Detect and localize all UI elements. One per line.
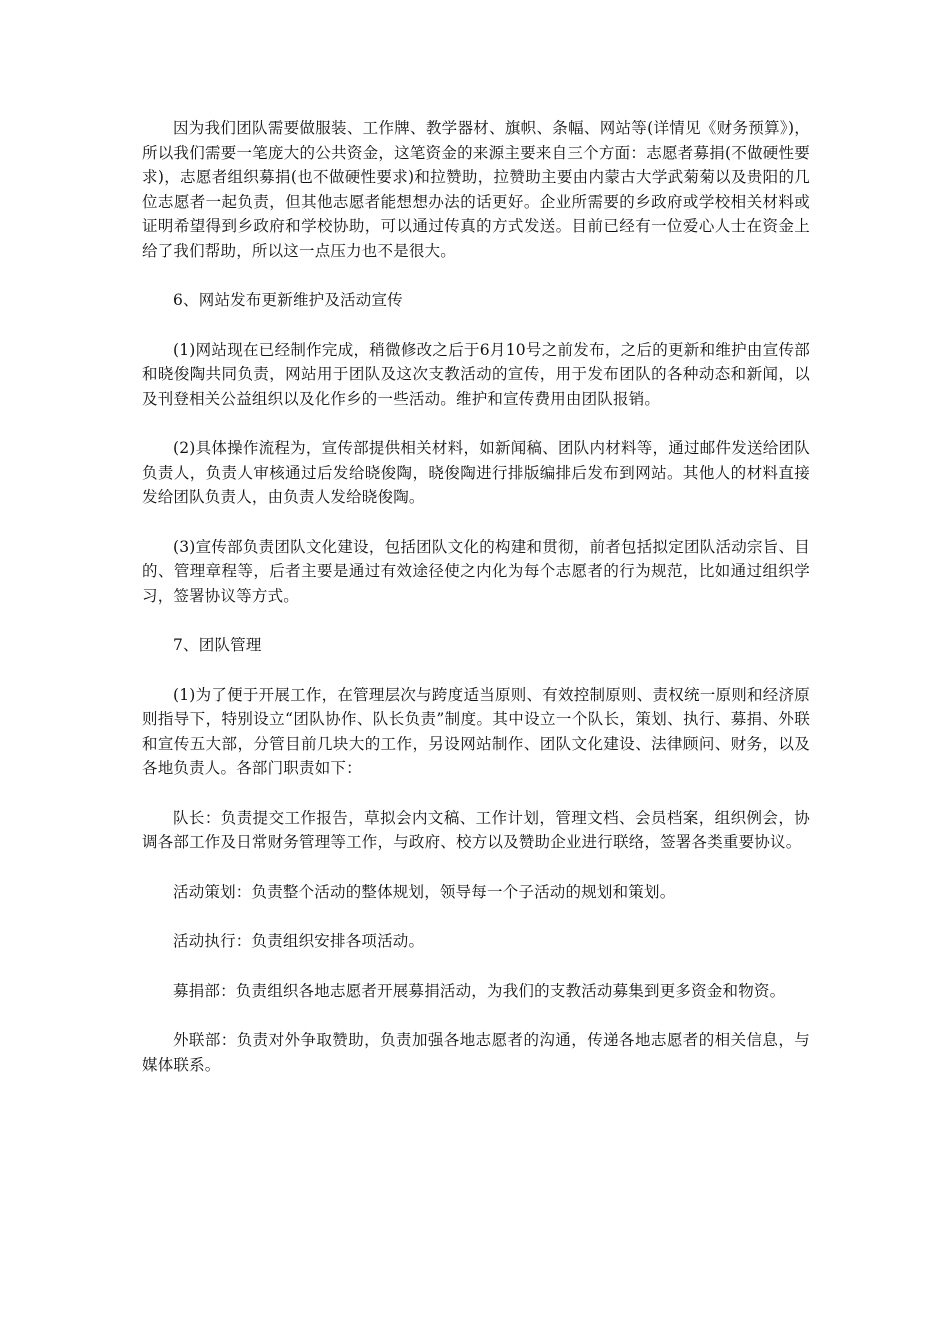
paragraph-website-1: (1)网站现在已经制作完成，稍微修改之后于6月10号之前发布，之后的更新和维护由宣传部和晓俊陶共同负责，网站用于团队及这次支教活动的宣传，用于发布团队的各种动态和新闻，以及刊登相关公益组织以及化作乡的一些活动。维护和宣传费用由团队报销。	[142, 340, 810, 408]
paragraph-management-1: (1)为了便于开展工作，在管理层次与跨度适当原则、有效控制原则、责权统一原则和经济原则指导下，特别设立“团队协作、队长负责”制度。其中设立一个队长，策划、执行、募捐、外联和宣传五大部，分管目前几块大的工作，另设网站制作、团队文化建设、法律顾问、财务，以及各地负责人。各部门职责如下：	[142, 685, 810, 777]
paragraph-website-3: (3)宣传部负责团队文化建设，包括团队文化的构建和贯彻，前者包括拟定团队活动宗旨、目的、管理章程等，后者主要是通过有效途径使之内化为每个志愿者的行为规范，比如通过组织学习，签署协议等方式。	[142, 537, 810, 605]
paragraph-funding: 因为我们团队需要做服装、工作牌、教学器材、旗帜、条幅、网站等(详情见《财务预算》)，所以我们需要一笔庞大的公共资金，这笔资金的来源主要来自三个方面：志愿者募捐(不做硬性要求)，志愿者组织募捐(也不做硬性要求)和拉赞助，拉赞助主要由内蒙古大学武菊菊以及贵阳的几位志愿者一起负责，但其他志愿者能想想办法的话更好。企业所需要的乡政府或学校相关材料或证明希望得到乡政府和学校协助，可以通过传真的方式发送。目前已经有一位爱心人士在资金上给了我们帮助，所以这一点压力也不是很大。	[142, 119, 810, 260]
document-body	[142, 116, 810, 1102]
paragraph-planning: 活动策划：负责整个活动的整体规划，领导每一个子活动的规划和策划。	[173, 882, 676, 901]
section-heading-management: 7、团队管理	[173, 636, 262, 654]
paragraph-outreach: 外联部：负责对外争取赞助，负责加强各地志愿者的沟通，传递各地志愿者的相关信息，与媒体联系。	[142, 1031, 810, 1074]
paragraph-fundraising: 募捐部：负责组织各地志愿者开展募捐活动，为我们的支教活动募集到更多资金和物资。	[173, 981, 786, 1000]
paragraph-captain: 队长：负责提交工作报告，草拟会内文稿、工作计划，管理文档、会员档案，组织例会，协调各部工作及日常财务管理等工作，与政府、校方以及赞助企业进行联络，签署各类重要协议。	[142, 808, 810, 851]
paragraph-execution: 活动执行：负责组织安排各项活动。	[173, 932, 425, 950]
paragraph-website-2: (2)具体操作流程为，宣传部提供相关材料，如新闻稿、团队内材料等，通过邮件发送给团队负责人，负责人审核通过后发给晓俊陶，晓俊陶进行排版编排后发布到网站。其他人的材料直接发给团队负责人，由负责人发给晓俊陶。	[142, 439, 810, 506]
section-heading-website: 6、网站发布更新维护及活动宣传	[173, 291, 403, 309]
